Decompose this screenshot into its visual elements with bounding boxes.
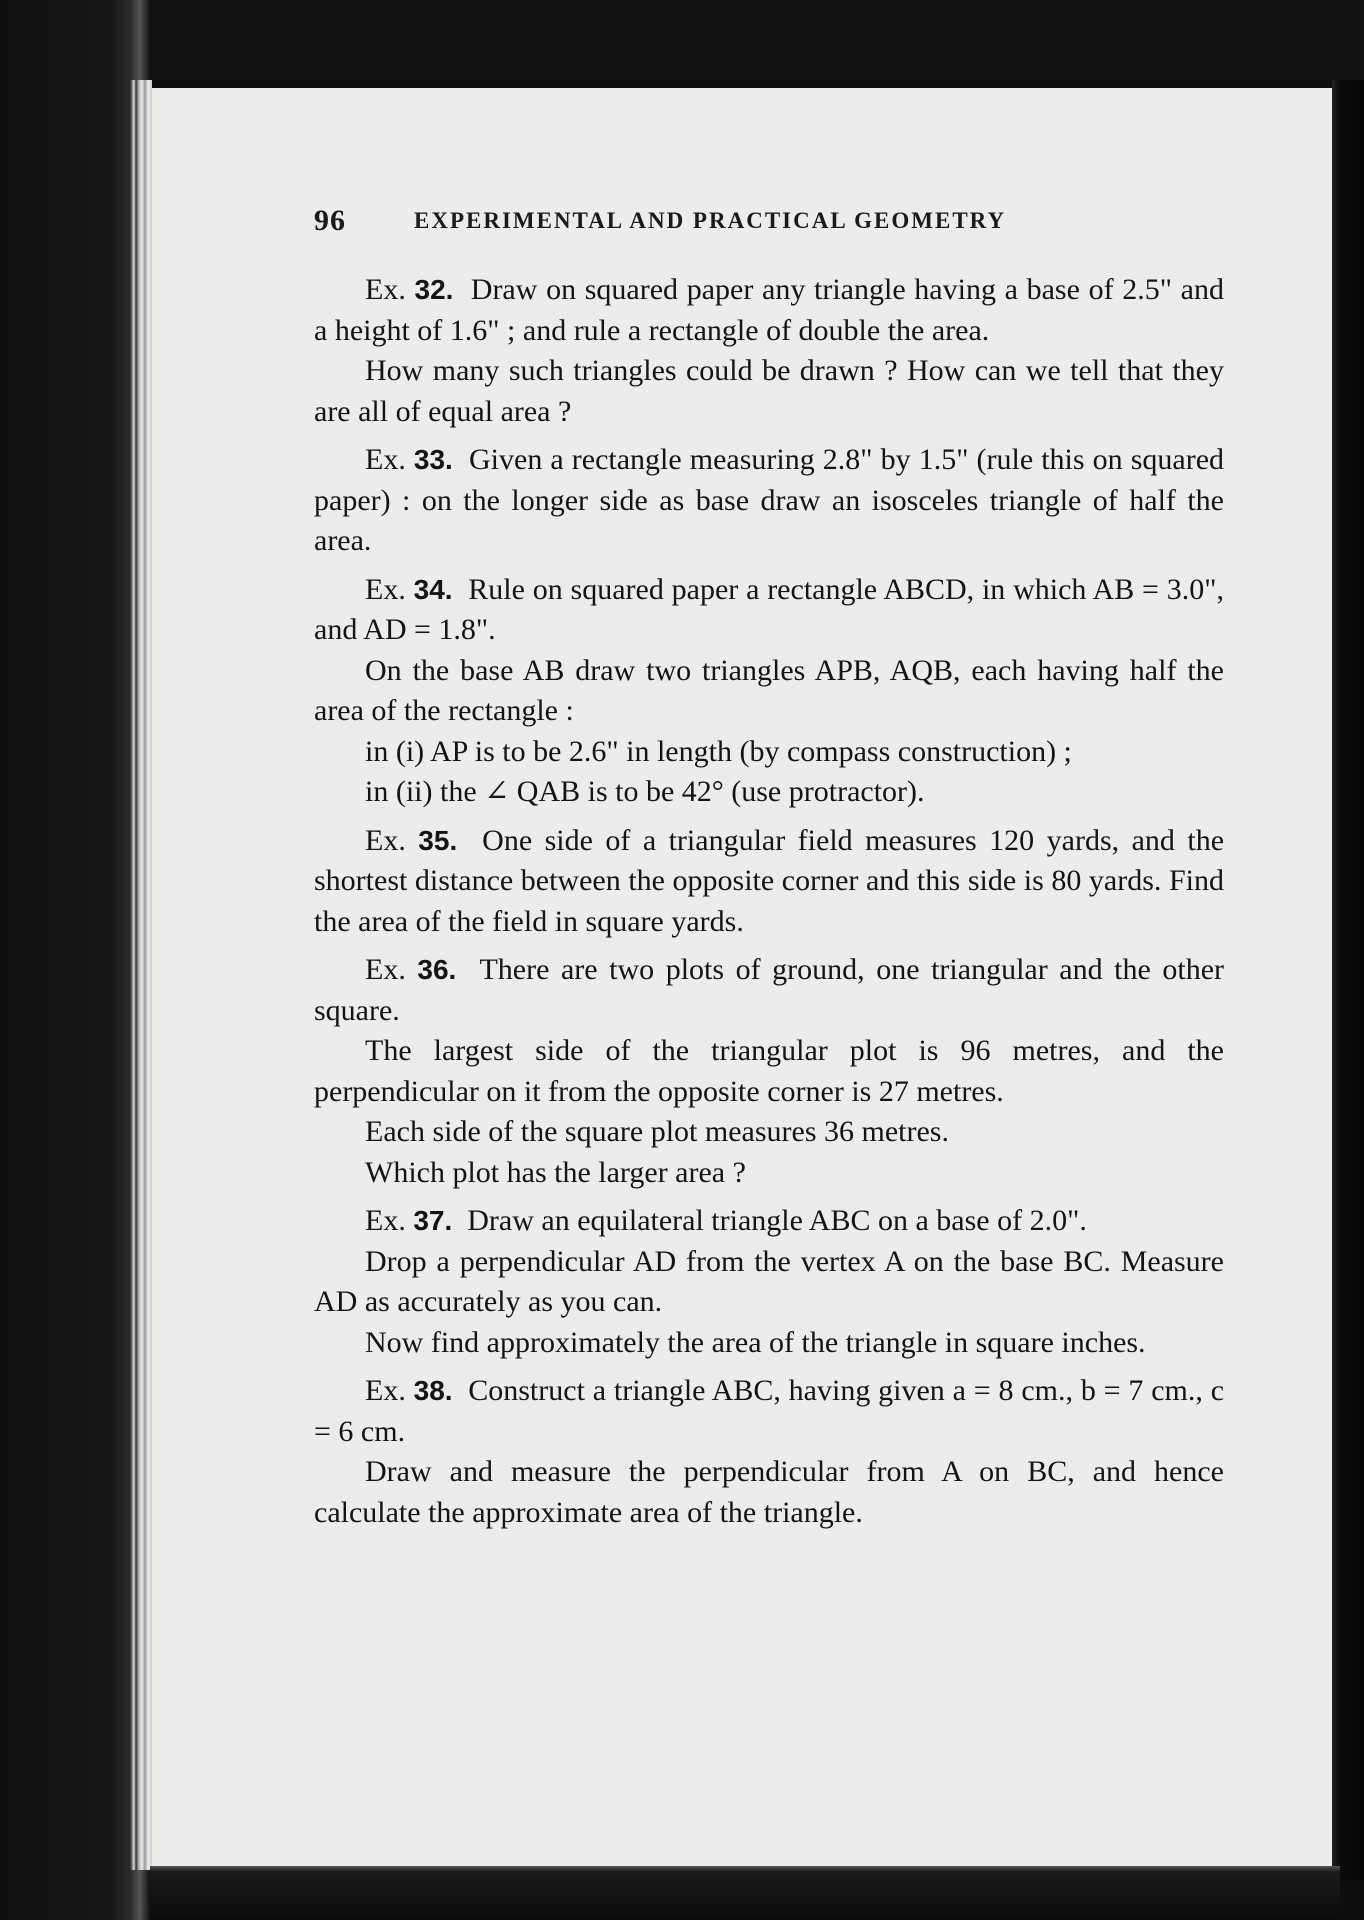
paragraph-text: Given a rectangle measuring 2.8" by 1.5" (rule this on squared paper) : on the longer side as base draw an isosceles triangle of half the area. [314,443,1225,557]
exercise-label: Ex. [365,443,406,476]
exercise-34-paragraph: On the base AB draw two triangles APB, AQB, each having half the area of the rectangle : [314,653,1224,727]
exercise-38-paragraph: Draw and measure the perpendicular from A on BC, and hence calculate the approximate area of the triangle. [314,1455,1224,1529]
page-text [314,270,1224,1533]
paragraph-text: Draw on squared paper any triangle having a base of 2.5" and a height of 1.6" ; and rule a rectangle of double the area. [314,273,1224,347]
exercise-32-question: How many such triangles could be drawn ? How can we tell that they are all of equal area ? [314,354,1224,428]
exercise-number: 37. [413,1205,453,1236]
running-head [314,204,1094,244]
exercise-label: Ex. [365,572,406,606]
exercise-36-statement [314,950,1224,1031]
exercise-35-statement [314,821,1224,943]
exercise-label: Ex. [365,1204,406,1237]
page-bottom-shadow [150,1866,1340,1920]
page-binding-edge [130,80,152,1870]
exercise-37-paragraph: Now find approximately the area of the triangle in square inches. [365,1325,1146,1359]
paragraph-text: Rule on squared paper a rectangle ABCD, in which AB = 3.0", and AD = 1.8". [314,572,1225,646]
exercise-number: 35. [418,824,458,856]
exercise-label: Ex. [365,1374,406,1407]
book-title: EXPERIMENTAL AND PRACTICAL GEOMETRY [414,208,1007,233]
scan-background-top [0,0,1364,80]
exercise-34-case-i: in (i) AP is to be 2.6" in length (by compass construction) ; [365,734,1072,768]
page-number: 96 [314,204,346,237]
exercise-number: 36. [417,954,457,985]
exercise-label: Ex. [365,953,406,986]
exercise-32-statement [314,270,1224,351]
paragraph-text: Draw an equilateral triangle ABC on a base of 2.0". [467,1204,1087,1237]
paragraph-text: Construct a triangle ABC, having given a = 8 cm., b = 7 cm., c = 6 cm. [314,1374,1225,1448]
exercise-37-statement [314,1201,1224,1242]
exercise-33-statement [314,440,1224,562]
exercise-34-statement [314,570,1224,651]
page-right-shadow [1332,80,1364,1880]
exercise-36-question: Which plot has the larger area ? [365,1155,746,1189]
scan-background-left [0,0,150,1920]
exercise-36-paragraph: Each side of the square plot measures 36 metres. [365,1115,949,1148]
exercise-36-paragraph: The largest side of the triangular plot is 96 metres, and the perpendicular on it from the opposite corner is 27 metres. [314,1034,1224,1108]
exercise-number: 33. [413,444,453,475]
exercise-number: 38. [413,1375,453,1406]
exercise-label: Ex. [365,823,406,857]
exercise-34-case-ii: in (ii) the ∠ QAB is to be 42° (use protractor). [365,775,925,808]
exercise-label: Ex. [365,273,406,306]
exercise-number: 34. [413,573,453,605]
paragraph-text: There are two plots of ground, one triangular and the other square. [314,953,1224,1027]
exercise-38-statement [314,1371,1224,1452]
exercise-number: 32. [414,274,454,305]
paragraph-text: One side of a triangular field measures 120 yards, and the shortest distance between the opposite corner and this side is 80 yards. Find the area of the field in square yards. [314,823,1225,938]
exercise-37-paragraph: Drop a perpendicular AD from the vertex A on the base BC. Measure AD as accurately as you can. [314,1244,1224,1318]
